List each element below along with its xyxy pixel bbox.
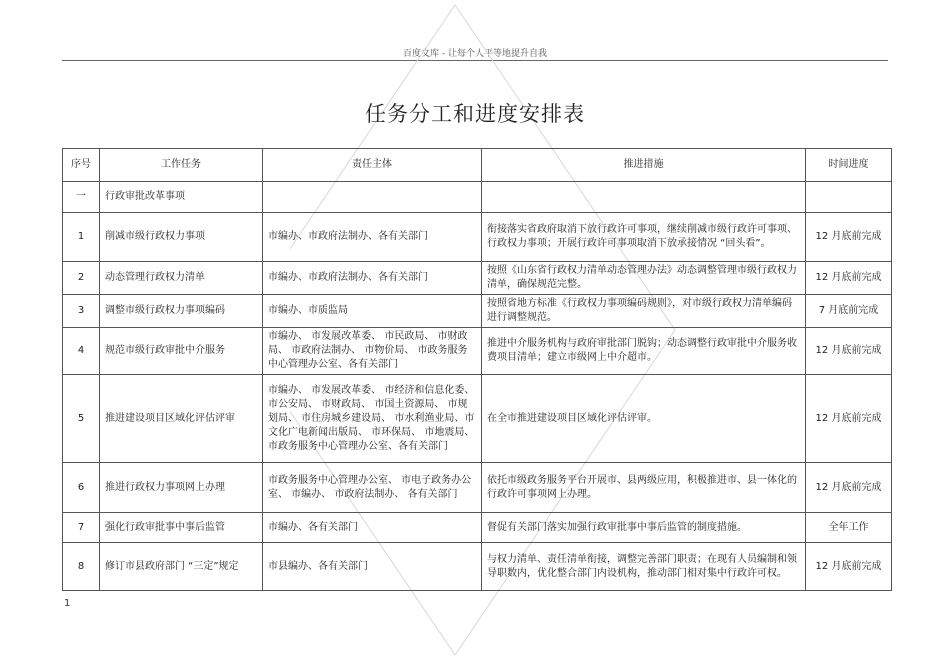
row-measure: 在全市推进建设项目区域化评估评审。 (482, 375, 806, 463)
table-row (63, 328, 892, 375)
row-task: 规范市级行政审批中介服务 (100, 328, 263, 375)
row-index: 6 (63, 463, 100, 513)
row-time: 12 月底前完成 (806, 328, 892, 375)
page-title: 任务分工和进度安排表 (365, 102, 585, 126)
row-task: 修订市县政府部门 “三定”规定 (100, 543, 263, 591)
row-task: 强化行政审批事中事后监管 (100, 513, 263, 543)
row-index: 2 (63, 262, 100, 295)
column-header-time: 时间进度 (806, 149, 892, 182)
header-divider (62, 60, 888, 61)
table-row (63, 375, 892, 463)
row-measure: 按照省地方标准《行政权力事项编码规则》，对市级行政权力清单编码进行调整规范。 (482, 295, 806, 328)
row-index: 7 (63, 513, 100, 543)
row-time: 12 月底前完成 (806, 375, 892, 463)
row-owner (263, 182, 482, 213)
column-header-owner: 责任主体 (263, 149, 482, 182)
row-task: 行政审批改革事项 (100, 182, 263, 213)
document-header: 百度文库 - 让每个人平等地提升自我 (403, 49, 547, 59)
row-time: 全年工作 (806, 513, 892, 543)
row-owner: 市编办、市质监局 (263, 295, 482, 328)
column-header-measure: 推进措施 (482, 149, 806, 182)
row-task: 削减市级行政权力事项 (100, 213, 263, 262)
row-task: 推进行政权力事项网上办理 (100, 463, 263, 513)
row-time: 12 月底前完成 (806, 543, 892, 591)
row-owner: 市编办、 市发展改革委、 市经济和信息化委、市公安局、 市财政局、 市国土资源局、 市规划局、 市住房城乡建设局、 市水利渔业局、市文化广电新闻出版局、 市环保局、 市地震局、市政务服务中心管理办公室、各有关部门 (263, 375, 482, 463)
row-task: 调整市级行政权力事项编码 (100, 295, 263, 328)
row-time: 12 月底前完成 (806, 213, 892, 262)
row-owner: 市编办、各有关部门 (263, 513, 482, 543)
row-owner: 市编办、 市发展改革委、 市民政局、 市财政局、 市政府法制办、 市物价局、 市政务服务中心管理办公室、各有关部门 (263, 328, 482, 375)
row-owner: 市编办、市政府法制办、各有关部门 (263, 262, 482, 295)
table-row (63, 295, 892, 328)
row-index: 5 (63, 375, 100, 463)
task-table (62, 148, 892, 591)
row-measure: 与权力清单、责任清单衔接，调整完善部门职责；在现有人员编制和领导职数内，优化整合部门内设机构，推动部门相对集中行政许可权。 (482, 543, 806, 591)
row-index: 1 (63, 213, 100, 262)
row-measure: 推进中介服务机构与政府审批部门脱钩；动态调整行政审批中介服务收费项目清单；建立市级网上中介超市。 (482, 328, 806, 375)
column-header-index: 序号 (63, 149, 100, 182)
page-number: 1 (64, 598, 71, 609)
row-index: 4 (63, 328, 100, 375)
table-row (63, 213, 892, 262)
row-measure (482, 182, 806, 213)
table-row (63, 463, 892, 513)
table-row (63, 513, 892, 543)
row-time: 12 月底前完成 (806, 463, 892, 513)
table-row (63, 543, 892, 591)
row-time: 7 月底前完成 (806, 295, 892, 328)
row-measure: 督促有关部门落实加强行政审批事中事后监管的制度措施。 (482, 513, 806, 543)
row-task: 推进建设项目区域化评估评审 (100, 375, 263, 463)
row-measure: 衔接落实省政府取消下放行政许可事项，继续削减市级行政许可事项、行政权力事项；开展行政许可事项取消下放承接情况 “回头看”。 (482, 213, 806, 262)
row-owner: 市县编办、各有关部门 (263, 543, 482, 591)
row-time: 12 月底前完成 (806, 262, 892, 295)
row-time (806, 182, 892, 213)
table-row (63, 182, 892, 213)
row-owner: 市编办、市政府法制办、各有关部门 (263, 213, 482, 262)
row-index: 3 (63, 295, 100, 328)
row-measure: 依托市级政务服务平台开展市、县两级应用，积极推进市、县一体化的行政许可事项网上办理。 (482, 463, 806, 513)
row-index: 一 (63, 182, 100, 213)
column-header-task: 工作任务 (100, 149, 263, 182)
row-index: 8 (63, 543, 100, 591)
table-header-row (63, 149, 892, 182)
table-row (63, 262, 892, 295)
row-task: 动态管理行政权力清单 (100, 262, 263, 295)
row-owner: 市政务服务中心管理办公室、 市电子政务办公室、 市编办、 市政府法制办、 各有关部门 (263, 463, 482, 513)
row-measure: 按照《山东省行政权力清单动态管理办法》动态调整管理市级行政权力清单，确保规范完整。 (482, 262, 806, 295)
